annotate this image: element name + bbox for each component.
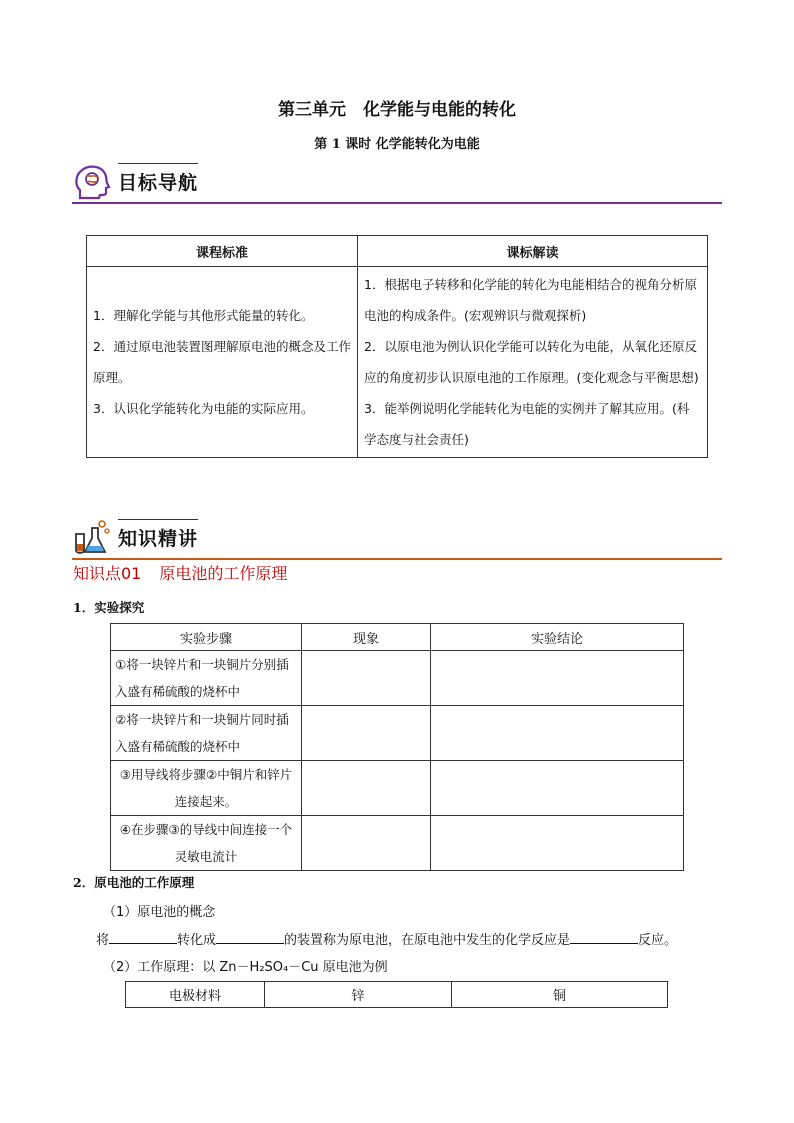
header-step: 实验步骤 bbox=[111, 624, 302, 651]
header-conclusion: 实验结论 bbox=[430, 624, 683, 651]
electrode-table bbox=[125, 981, 668, 1008]
sentence-part: 反应。 bbox=[638, 933, 678, 948]
phenomenon-cell bbox=[302, 706, 431, 761]
brain-head-icon bbox=[72, 162, 112, 202]
conclusion-cell bbox=[430, 706, 683, 761]
interpretation-item: 3．能举例说明化学能转化为电能的实例并了解其应用。(科学态度与社会责任) bbox=[364, 401, 690, 447]
part2-sub2: （2）工作原理：以 Zn－H₂SO₄－Cu 原电池为例 bbox=[103, 960, 388, 975]
part2-sub1: （1）原电池的概念 bbox=[103, 905, 216, 920]
conclusion-cell bbox=[430, 761, 683, 816]
sentence-part: 的装置称为原电池，在原电池中发生的化学反应是 bbox=[284, 933, 571, 948]
zinc-cell: 锌 bbox=[265, 982, 452, 1008]
electrode-label-cell: 电极材料 bbox=[126, 982, 265, 1008]
interpretation-right-cell bbox=[358, 267, 708, 458]
document-subtitle: 第 1 课时 化学能转化为电能 bbox=[314, 137, 480, 152]
section-top-line bbox=[118, 163, 198, 164]
section-label: 目标导航 bbox=[118, 172, 199, 194]
table-row bbox=[111, 651, 684, 706]
step-cell: ④在步骤③的导线中间连接一个灵敏电流计 bbox=[111, 816, 302, 871]
section-top-line bbox=[118, 519, 198, 520]
knowledge-point-number: 知识点01 bbox=[73, 564, 142, 583]
sentence-part: 将 bbox=[96, 933, 110, 948]
header-standard-interpretation: 课标解读 bbox=[358, 236, 708, 267]
section-rule bbox=[72, 202, 722, 204]
standards-table bbox=[86, 235, 708, 458]
standards-left-cell bbox=[87, 267, 358, 458]
sentence-part: 转化成 bbox=[177, 933, 217, 948]
part1-heading: 1．实验探究 bbox=[73, 600, 145, 615]
part2-heading: 2．原电池的工作原理 bbox=[73, 875, 195, 890]
interpretation-item: 2．以原电池为例认识化学能可以转化为电能，从氧化还原反应的角度初步认识原电池的工作原理。(变化观念与平衡思想) bbox=[364, 339, 699, 385]
answer-blank[interactable] bbox=[109, 929, 177, 944]
lab-flask-icon bbox=[72, 518, 112, 558]
phenomenon-cell bbox=[302, 651, 431, 706]
phenomenon-cell bbox=[302, 761, 431, 816]
conclusion-cell bbox=[430, 651, 683, 706]
document-title: 第三单元 化学能与电能的转化 bbox=[278, 100, 516, 120]
interpretation-item: 1．根据电子转移和化学能的转化为电能相结合的视角分析原电池的构成条件。(宏观辨识与微观探析) bbox=[364, 277, 697, 323]
standard-item: 1．理解化学能与其他形式能量的转化。 bbox=[93, 308, 314, 323]
answer-blank[interactable] bbox=[216, 929, 284, 944]
knowledge-point-name: 原电池的工作原理 bbox=[159, 564, 288, 583]
standard-item: 2．通过原电池装置图理解原电池的概念及工作原理。 bbox=[93, 339, 351, 385]
section-header-goals bbox=[72, 158, 722, 204]
answer-blank[interactable] bbox=[570, 929, 638, 944]
step-cell: ②将一块锌片和一块铜片同时插入盛有稀硫酸的烧杯中 bbox=[111, 706, 302, 761]
table-row bbox=[111, 706, 684, 761]
section-rule bbox=[72, 558, 722, 560]
knowledge-point-title bbox=[73, 561, 287, 584]
conclusion-cell bbox=[430, 816, 683, 871]
header-phenomenon: 现象 bbox=[302, 624, 431, 651]
experiment-table bbox=[110, 623, 684, 871]
step-cell: ①将一块锌片和一块铜片分别插入盛有稀硫酸的烧杯中 bbox=[111, 651, 302, 706]
section-label: 知识精讲 bbox=[118, 528, 199, 550]
copper-cell: 铜 bbox=[452, 982, 668, 1008]
step-cell: ③用导线将步骤②中铜片和锌片连接起来。 bbox=[111, 761, 302, 816]
section-header-knowledge bbox=[72, 514, 722, 560]
phenomenon-cell bbox=[302, 816, 431, 871]
table-row bbox=[111, 761, 684, 816]
table-row bbox=[111, 816, 684, 871]
fill-in-sentence bbox=[96, 929, 677, 948]
header-course-standard: 课程标准 bbox=[87, 236, 358, 267]
standard-item: 3．认识化学能转化为电能的实际应用。 bbox=[93, 401, 314, 416]
